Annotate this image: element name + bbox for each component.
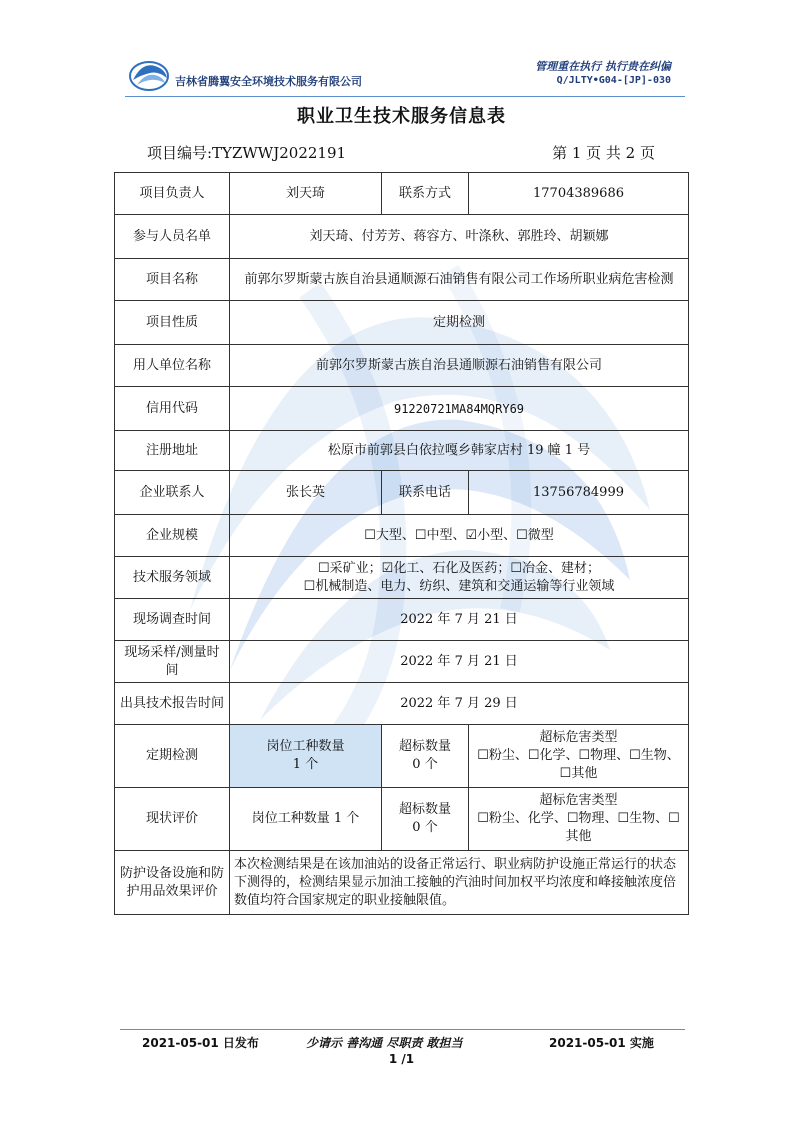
- project-name-value: 前郭尔罗斯蒙古族自治县通顺源石油销售有限公司工作场所职业病危害检测: [230, 259, 689, 301]
- periodic-posts: 岗位工种数量 1 个: [230, 725, 382, 788]
- enterprise-contact-value: 张长英: [230, 471, 382, 515]
- page-title: 职业卫生技术服务信息表: [297, 106, 506, 127]
- leader-value: 刘天琦: [230, 173, 382, 215]
- credit-value: 91220721MA84MQRY69: [230, 387, 689, 431]
- table-row: [115, 345, 689, 387]
- company-logo-icon: [128, 58, 170, 92]
- scale-value: ☐大型、☐中型、☑小型、☐微型: [230, 515, 689, 557]
- published-date: 2021-05-01 日发布: [142, 1036, 259, 1050]
- address-value: 松原市前郭县白依拉嘎乡韩家店村 19 幢 1 号: [230, 431, 689, 471]
- sampling-value: 2022 年 7 月 21 日: [230, 641, 689, 683]
- table-row: [115, 259, 689, 301]
- field-value: [230, 557, 689, 599]
- survey-value: 2022 年 7 月 21 日: [230, 599, 689, 641]
- footer-divider: [120, 1029, 685, 1030]
- header-divider: [125, 96, 685, 97]
- status-types: 超标危害类型 ☐粉尘、化学、☐物理、☐生物、☐其他: [469, 788, 689, 851]
- sampling-label: 现场采样/测量时间: [115, 641, 230, 683]
- employer-label: 用人单位名称: [115, 345, 230, 387]
- table-row: [115, 557, 689, 599]
- scale-label: 企业规模: [115, 515, 230, 557]
- document-code: Q/JLTY•G04-[JP]-030: [556, 75, 671, 86]
- table-row: [115, 599, 689, 641]
- table-row: [115, 515, 689, 557]
- employer-value: 前郭尔罗斯蒙古族自治县通顺源石油销售有限公司: [230, 345, 689, 387]
- implemented-date: 2021-05-01 实施: [549, 1036, 654, 1050]
- field-label: 技术服务领域: [115, 557, 230, 599]
- protect-label: 防护设备设施和防护用品效果评价: [115, 851, 230, 915]
- nature-value: 定期检测: [230, 301, 689, 345]
- members-label: 参与人员名单: [115, 215, 230, 259]
- field-line-1: ☐采矿业；☑化工、石化及医药；☐冶金、建材；: [318, 560, 600, 576]
- contact-value: 17704389686: [469, 173, 689, 215]
- report-value: 2022 年 7 月 29 日: [230, 683, 689, 725]
- table-row: [115, 788, 689, 851]
- table-row: [115, 215, 689, 259]
- status-posts: 岗位工种数量 1 个: [230, 788, 382, 851]
- header-slogan: 管理重在执行 执行贵在纠偏: [535, 60, 671, 73]
- nature-label: 项目性质: [115, 301, 230, 345]
- page-info: 第 1 页 共 2 页: [552, 144, 655, 162]
- table-row: [115, 431, 689, 471]
- company-name: 吉林省腾翼安全环境技术服务有限公司: [175, 75, 362, 88]
- field-line-2: ☐机械制造、电力、纺织、建筑和交通运输等行业领域: [303, 578, 615, 594]
- footer-motto: 少请示 善沟通 尽职责 敢担当: [306, 1036, 463, 1050]
- table-row: [115, 851, 689, 915]
- report-label: 出具技术报告时间: [115, 683, 230, 725]
- project-number: 项目编号:TYZWWJ2022191: [147, 144, 347, 162]
- project-name-label: 项目名称: [115, 259, 230, 301]
- info-table: [114, 172, 689, 915]
- phone-label: 联系电话: [382, 471, 469, 515]
- table-row: [115, 471, 689, 515]
- periodic-types: 超标危害类型 ☐粉尘、☐化学、☐物理、☐生物、☐其他: [469, 725, 689, 788]
- survey-label: 现场调查时间: [115, 599, 230, 641]
- credit-label: 信用代码: [115, 387, 230, 431]
- table-row: [115, 725, 689, 788]
- periodic-exceed: 超标数量 0 个: [382, 725, 469, 788]
- table-row: [115, 173, 689, 215]
- table-row: [115, 301, 689, 345]
- leader-label: 项目负责人: [115, 173, 230, 215]
- members-value: 刘天琦、付芳芳、蒋容方、叶涤秋、郭胜玲、胡颖娜: [230, 215, 689, 259]
- periodic-label: 定期检测: [115, 725, 230, 788]
- contact-label: 联系方式: [382, 173, 469, 215]
- phone-value: 13756784999: [469, 471, 689, 515]
- table-row: [115, 641, 689, 683]
- table-row: [115, 683, 689, 725]
- table-row: [115, 387, 689, 431]
- enterprise-contact-label: 企业联系人: [115, 471, 230, 515]
- status-label: 现状评价: [115, 788, 230, 851]
- protect-value: 本次检测结果是在该加油站的设备正常运行、职业病防护设施正常运行的状态下测得的，检测结果显示加油工接触的汽油时间加权平均浓度和峰接触浓度倍数值均符合国家规定的职业接触限值。: [230, 851, 689, 915]
- page-number: 1 /1: [388, 1052, 415, 1066]
- address-label: 注册地址: [115, 431, 230, 471]
- status-exceed: 超标数量 0 个: [382, 788, 469, 851]
